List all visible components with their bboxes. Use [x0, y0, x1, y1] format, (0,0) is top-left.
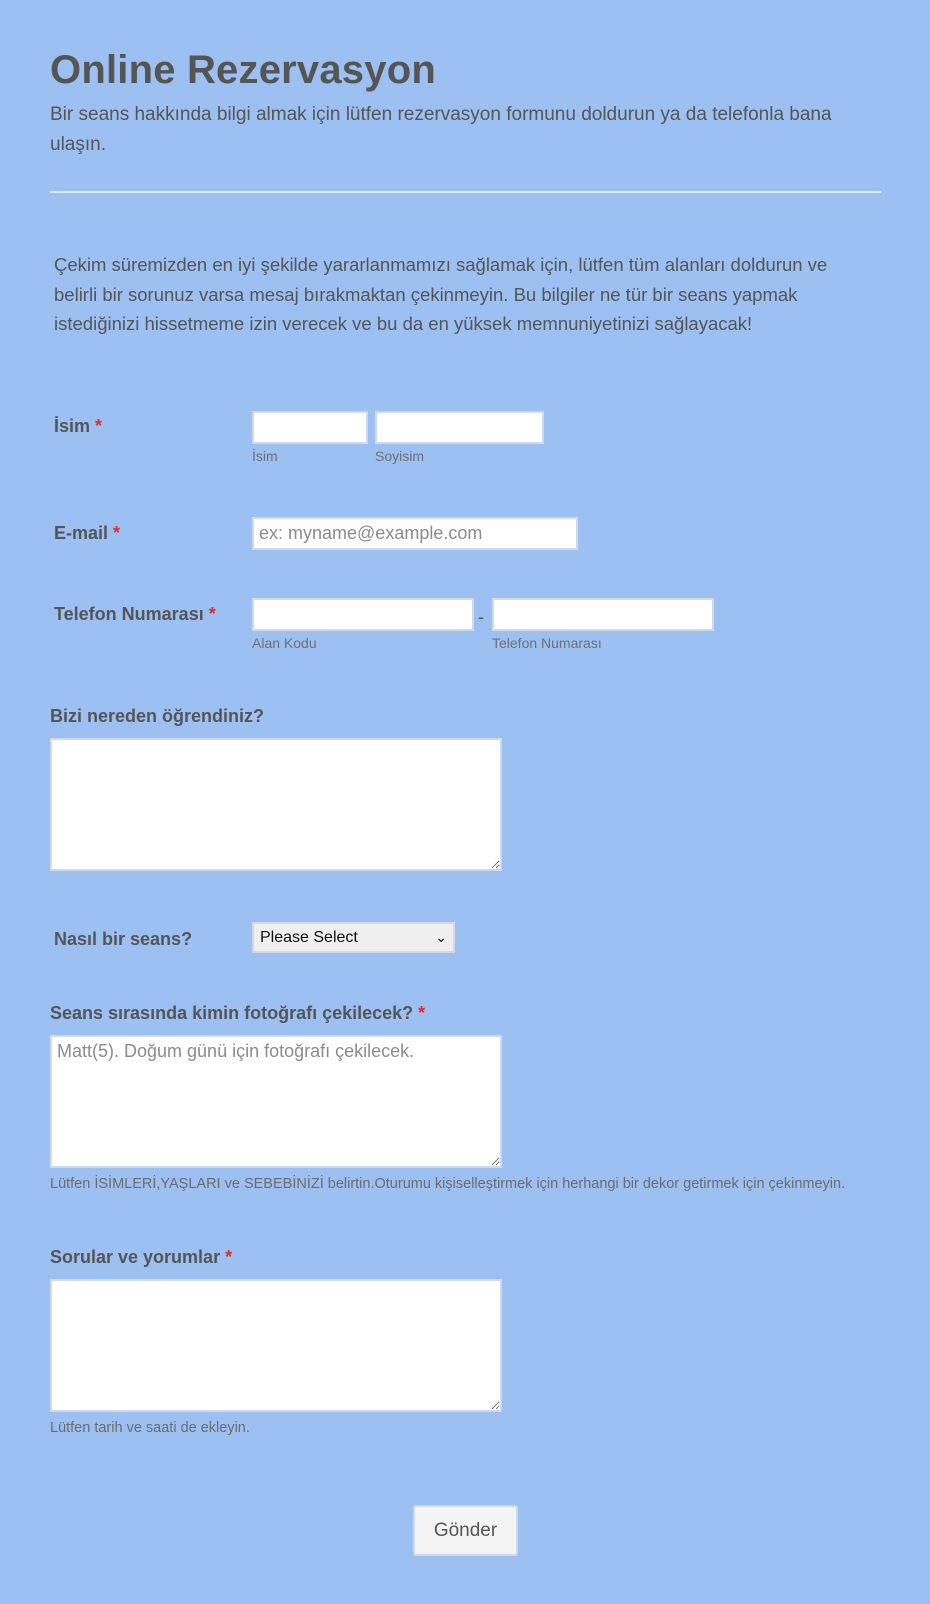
phone-label [54, 604, 216, 625]
email-input[interactable] [252, 517, 578, 550]
session-type-select[interactable] [252, 922, 455, 953]
intro-text: Çekim süremizden en iyi şekilde yararlanmamızı sağlamak için, lütfen tüm alanları doldurun ve belirli bir sorunuz varsa mesaj bırakmaktan çekinmeyin. Bu bilgiler ne tür bir seans yapmak istediğinizi hissetmeme izin verecek ve bu da en yüksek memnuniyetinizi sağlayacak! [54, 254, 828, 334]
session-type-label: Nasıl bir seans? [54, 929, 193, 949]
email-label [54, 523, 120, 544]
page-title: Online Rezervasyon [50, 48, 436, 92]
header-divider [50, 191, 881, 193]
phone-separator: - [478, 607, 484, 627]
last-name-input[interactable] [375, 411, 544, 444]
session-type-selected: Please Select [260, 928, 358, 946]
area-code-input[interactable] [252, 598, 474, 631]
email-label-text: E-mail [54, 523, 109, 543]
subjects-label-text: Seans sırasında kimin fotoğrafı çekilecek? [50, 1003, 414, 1023]
name-label-text: İsim [54, 416, 91, 436]
comments-hint: Lütfen tarih ve saati de ekleyin. [50, 1420, 250, 1436]
subjects-hint: Lütfen İSİMLERİ,YAŞLARI ve SEBEBİNİZİ belirtin.Oturumu kişiselleştirmek için herhangi bir dekor getirmek için çekinmeyin. [50, 1176, 846, 1192]
comments-label-text: Sorular ve yorumlar [50, 1247, 221, 1267]
referral-label: Bizi nereden öğrendiniz? [50, 706, 265, 726]
chevron-down-icon: ⌄ [435, 929, 447, 945]
phone-number-sublabel: Telefon Numarası [492, 635, 602, 651]
subjects-label [50, 1003, 425, 1024]
first-name-input[interactable] [252, 411, 368, 444]
area-code-sublabel: Alan Kodu [252, 635, 317, 651]
last-name-sublabel: Soyisim [375, 448, 425, 464]
subjects-required-mark: * [418, 1003, 426, 1023]
phone-required-mark: * [208, 604, 216, 624]
phone-label-text: Telefon Numarası [54, 604, 204, 624]
comments-required-mark: * [225, 1247, 233, 1267]
name-required-mark: * [95, 416, 103, 436]
referral-textarea[interactable] [50, 738, 502, 871]
comments-textarea[interactable] [50, 1279, 502, 1412]
subjects-textarea[interactable] [50, 1035, 502, 1168]
submit-button[interactable]: Gönder [413, 1505, 518, 1556]
comments-label [50, 1247, 232, 1268]
name-label [54, 416, 102, 437]
page-subtitle: Bir seans hakkında bilgi almak için lütfen rezervasyon formunu doldurun ya da telefonla bana ulaşın. [50, 104, 832, 155]
first-name-sublabel: İsim [252, 448, 278, 464]
email-required-mark: * [113, 523, 121, 543]
phone-number-input[interactable] [492, 598, 714, 631]
